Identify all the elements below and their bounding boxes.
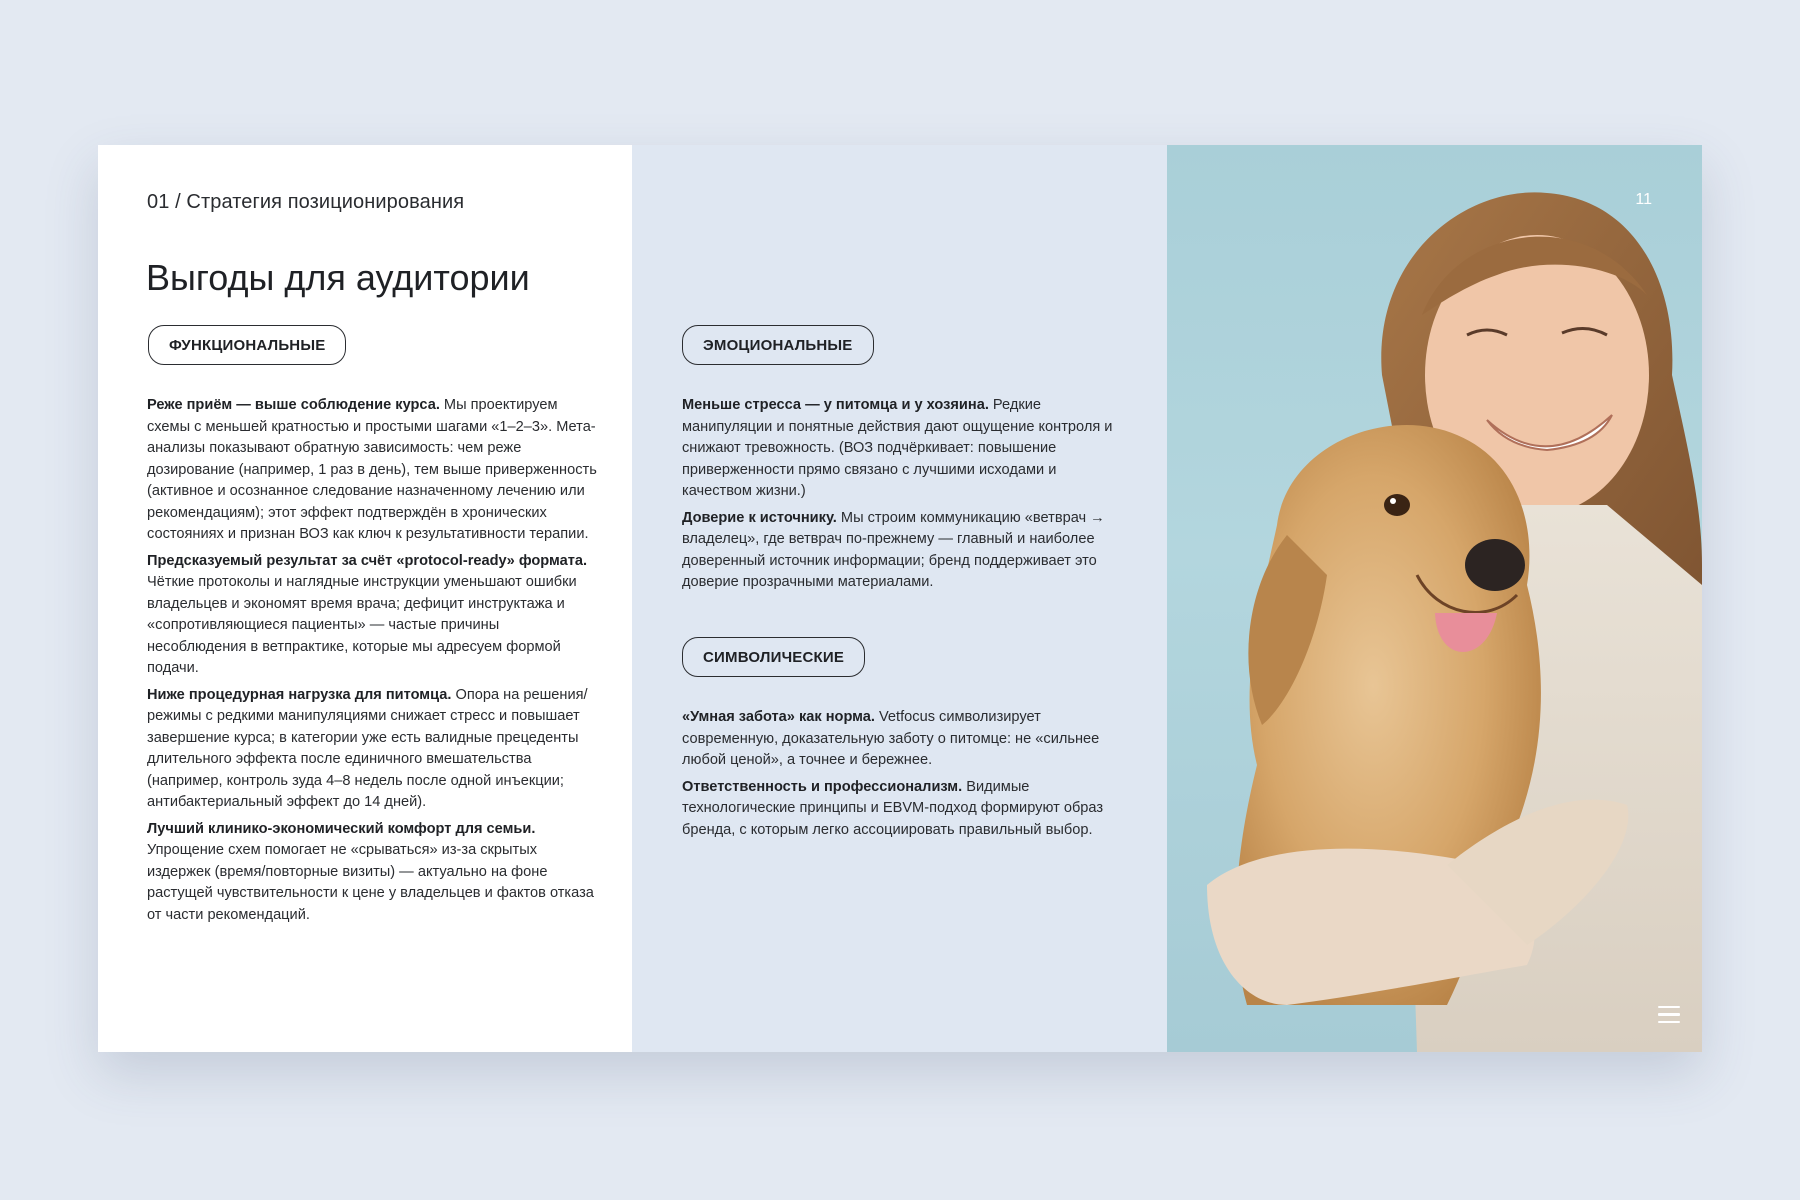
symbolic-item [682,707,1122,772]
symbolic-item-heading: «Умная забота» как норма. [682,709,875,725]
menu-icon[interactable] [1658,1006,1680,1024]
symbolic-text [682,707,1122,846]
functional-item-body: Мы проектируем схемы с меньшей кратностью и простыми шагами «1–2–3». Мета-анализы показывают обратную зависимость: чем реже дозирование (например, 1 раз в день), тем выше приверженность (активное и осознанное следование назначенному лечению или рекомендациям); этот эффект подтверждён в хронических состояниях и признан ВОЗ как ключ к результативности терапии. [147,397,597,542]
page-number: 11 [1635,191,1652,208]
functional-badge-label: ФУНКЦИОНАЛЬНЫЕ [169,336,326,354]
symbolic-item-body: Vetfocus символизирует современную, доказательную заботу о питомце: не «сильнее любой ценой», а точнее и бережнее. [682,709,1100,768]
emotional-item-heading: Доверие к источнику. [682,509,837,526]
functional-item-body: Опора на решения/режимы с редкими манипуляциями снижает стресс и повышает завершение курса; в категории уже есть валидные прецеденты длительного эффекта после единичного вмешательства (например, контроль зуда 4–8 недель после одной инъекции; антибактериальный эффект до 14 дней). [147,686,588,810]
functional-item [147,685,597,814]
functional-item-heading: Лучший клинико-экономический комфорт для семьи. [147,820,536,837]
symbolic-item-heading: Ответственность и профессионализм. [682,778,963,795]
functional-item-body: Упрощение схем помогает не «срываться» из-за скрытых издержек (время/повторные визиты) — актуально на фоне растущей чувствительности к цене у владельцев и фактов отказа от части рекомендаций. [147,842,594,923]
emotional-symbolic-column [632,145,1167,1052]
symbolic-item-body: Видимые технологические принципы и EBVM-подход формируют образ бренда, с которым легко ассоциировать правильный выбор. [682,778,1104,838]
emotional-item-heading: Меньше стресса — у питомца и у хозяина. [682,397,989,413]
emotional-item-body: Редкие манипуляции и понятные действия дают ощущение контроля и снижают тревожность. (ВОЗ подчёркивает: повышение приверженности прямо связано с лучшими исходами и качеством жизни.) [682,397,1113,499]
slide [98,145,1702,1052]
functional-item [147,819,597,927]
breadcrumb: 01 / Стратегия позиционирования [147,191,465,213]
page-title: Выгоды для аудитории [146,257,530,298]
emotional-item [682,395,1122,503]
functional-item [147,551,597,680]
functional-item-heading: Ниже процедурная нагрузка для питомца. [147,686,452,703]
emotional-badge [682,325,874,365]
photo-panel [1167,145,1702,1052]
symbolic-badge-label: СИМВОЛИЧЕСКИЕ [703,648,845,666]
functional-item-heading: Реже приём — выше соблюдение курса. [147,397,440,413]
woman-with-dog-photo [1167,145,1702,1052]
emotional-item-body: Мы строим коммуникацию «ветврач → владелец», где ветврач по-прежнему — главный и наиболее доверенный источник информации; бренд поддерживает это доверие прозрачными материалами. [682,509,1105,590]
functional-item-heading: Предсказуемый результат за счёт «protocol-ready» формата. [147,552,588,569]
functional-item [147,395,597,546]
emotional-item [682,508,1122,594]
emotional-text [682,395,1122,599]
functional-item-body: Чёткие протоколы и наглядные инструкции уменьшают ошибки владельцев и экономят время врача; дефицит инструктажа и «сопротивляющиеся пациенты» — частые причины несоблюдения в ветпрактике, которые мы адресуем формой подачи. [147,574,577,676]
emotional-badge-label: ЭМОЦИОНАЛЬНЫЕ [703,336,853,354]
functional-column [98,145,632,1052]
functional-text [147,395,597,931]
symbolic-item [682,777,1122,842]
symbolic-badge [682,637,865,677]
functional-badge [148,325,346,365]
